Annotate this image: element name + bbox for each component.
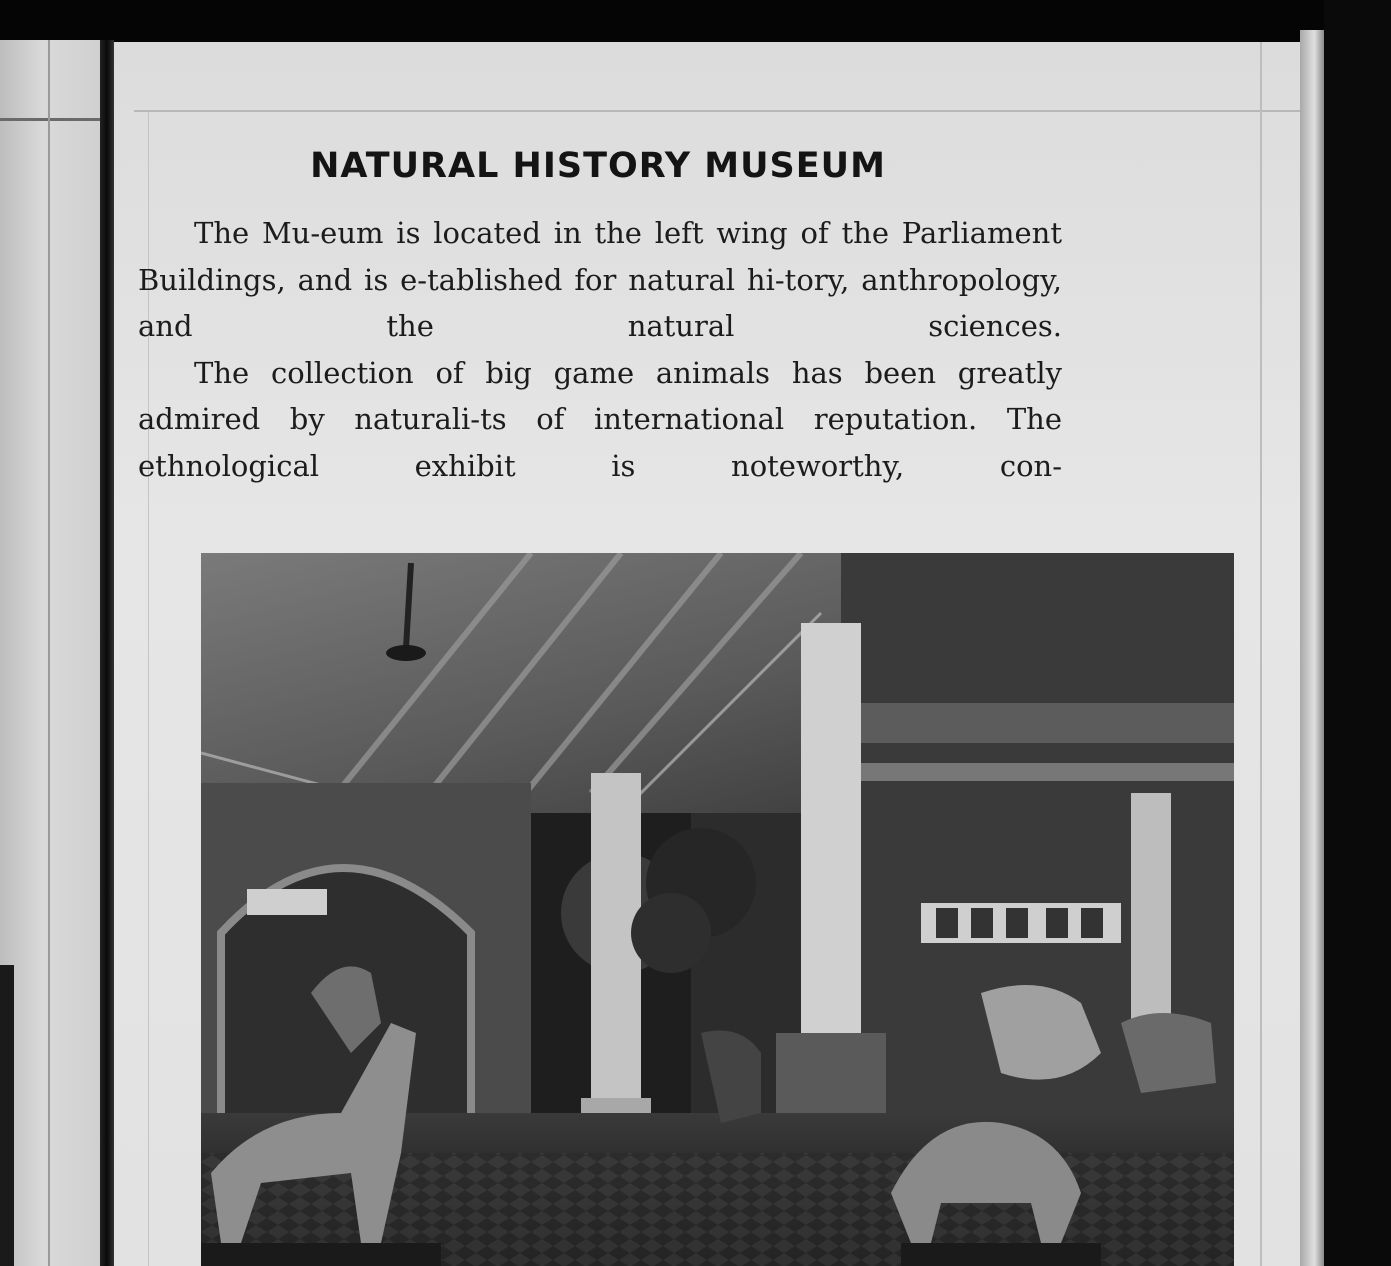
museum-interior-image [201,553,1234,1266]
page-top-rule [134,110,1304,112]
body-text [138,210,1062,489]
scan-background-right [1324,0,1391,1266]
book-gutter [100,40,114,1266]
paragraph-1: The Mu-eum is located in the left wing of the Parliament Buildings, and is e-tablished for natural hi-tory, anthropology, and the natural sciences. [138,216,1062,343]
paragraph-2: The collection of big game animals has been greatly admired by naturali-ts of international reputation. The ethnological exhibit is noteworthy, con- [138,355,1062,483]
left-page-dark-tab [0,965,14,1266]
museum-photograph [201,553,1234,1266]
left-page-rule [0,118,108,121]
right-page-edges [1300,30,1324,1266]
page-right-rule [1260,42,1262,1266]
left-page-margin-line [48,40,50,1266]
adjacent-left-page [0,40,108,1266]
page-title: NATURAL HISTORY MUSEUM [310,146,886,186]
